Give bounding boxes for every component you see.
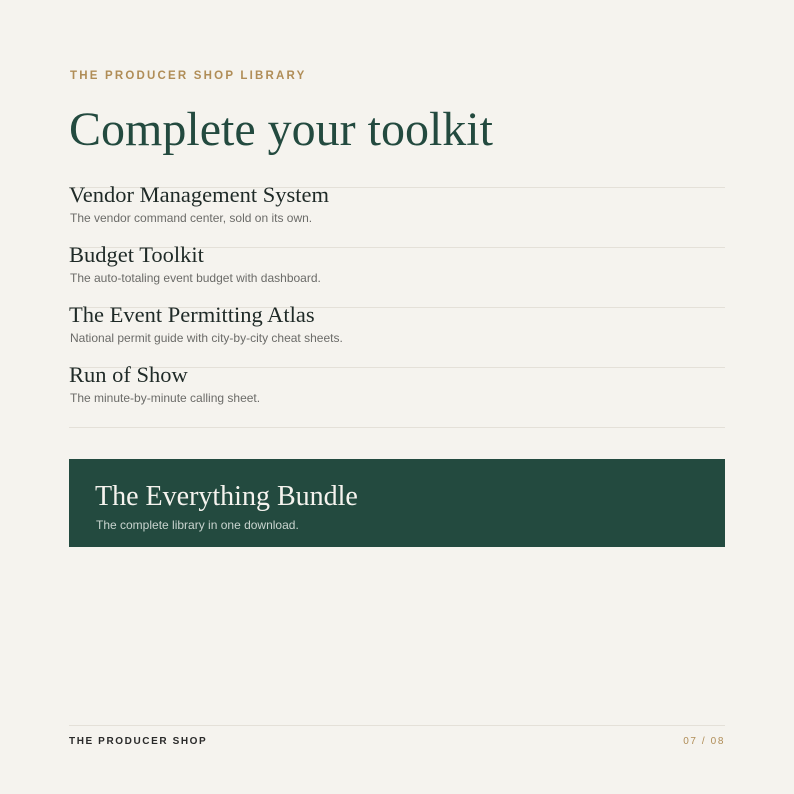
product-name: Budget Toolkit xyxy=(69,242,204,267)
product-description: The auto-totaling event budget with dashboard. xyxy=(70,271,321,285)
bundle-banner[interactable] xyxy=(69,459,725,547)
product-name: The Event Permitting Atlas xyxy=(69,302,315,327)
product-description: National permit guide with city-by-city cheat sheets. xyxy=(70,331,343,345)
page-title: Complete your toolkit xyxy=(69,103,493,156)
product-list xyxy=(69,182,725,428)
page-number: 07 / 08 xyxy=(683,736,725,747)
library-eyebrow: THE PRODUCER SHOP LIBRARY xyxy=(70,70,307,82)
footer xyxy=(69,725,725,747)
product-item-vendor-management[interactable] xyxy=(69,182,725,247)
product-description: The minute-by-minute calling sheet. xyxy=(70,391,261,405)
product-name: Vendor Management System xyxy=(69,182,329,207)
product-item-budget-toolkit[interactable] xyxy=(69,242,725,307)
list-divider xyxy=(69,427,725,428)
product-item-run-of-show[interactable] xyxy=(69,362,725,427)
product-item-permitting-atlas[interactable] xyxy=(69,302,725,367)
bundle-description: The complete library in one download. xyxy=(96,518,299,532)
product-description: The vendor command center, sold on its own. xyxy=(70,211,313,225)
footer-brand: THE PRODUCER SHOP xyxy=(69,736,208,747)
bundle-title: The Everything Bundle xyxy=(95,481,358,512)
product-name: Run of Show xyxy=(69,362,188,387)
